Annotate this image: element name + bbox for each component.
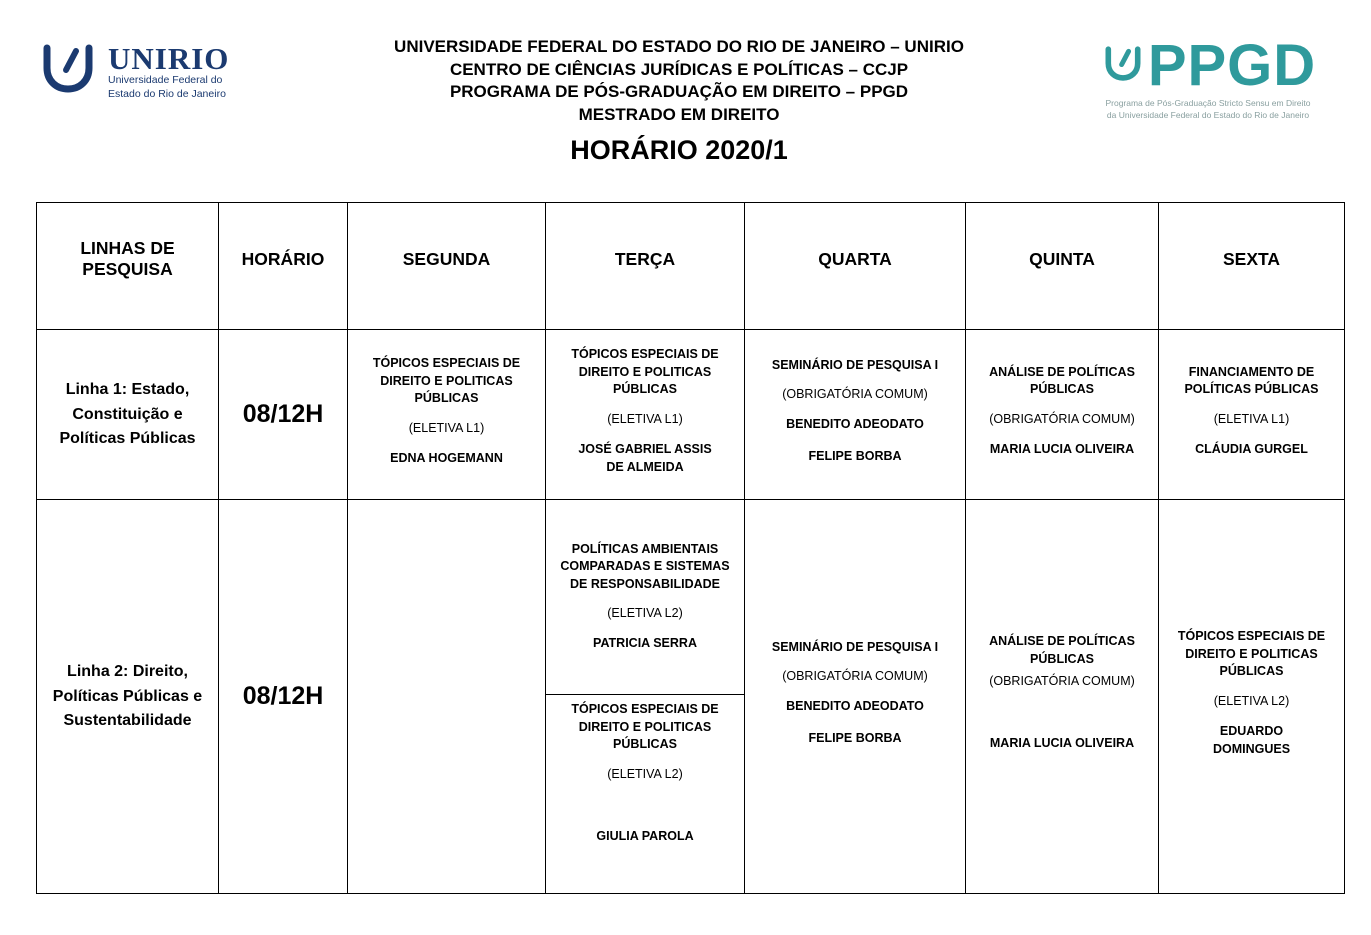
- course-title: TÓPICOS ESPECIAIS DE DIREITO E POLITICAS PÚBLICAS: [1177, 629, 1326, 679]
- professor-name: PATRICIA SERRA: [593, 636, 697, 651]
- unirio-logo: [36, 28, 281, 102]
- col-header-quarta: QUARTA: [745, 203, 966, 330]
- course-title: SEMINÁRIO DE PESQUISA I: [771, 357, 939, 372]
- professor-name: FELIPE BORBA: [808, 731, 902, 746]
- cell-linha2-segunda: [348, 500, 546, 894]
- professor-name: MARIA LUCIA OLIVEIRA: [989, 736, 1135, 751]
- col-header-terca: TERÇA: [546, 203, 745, 330]
- header-titles: [281, 28, 1077, 166]
- cell-linha2-quinta: [966, 500, 1159, 894]
- institution-line-3: PROGRAMA DE PÓS-GRADUAÇÃO EM DIREITO – PPGD: [449, 82, 909, 102]
- course-type: (ELETIVA L1): [1213, 411, 1290, 426]
- professor-name: BENEDITO ADEODATO: [786, 699, 924, 714]
- cell-divider: [546, 694, 744, 695]
- course-type: (OBRIGATÓRIA COMUM): [989, 674, 1135, 689]
- professor-name: MARIA LUCIA OLIVEIRA: [989, 441, 1135, 456]
- ppgd-logo: [1077, 28, 1339, 121]
- course-title: FINANCIAMENTO DE POLÍTICAS PÚBLICAS: [1184, 364, 1319, 397]
- professor-name: BENEDITO ADEODATO: [786, 417, 924, 432]
- course-type: (ELETIVA L2): [607, 606, 683, 621]
- schedule-title: HORÁRIO 2020/1: [570, 135, 788, 166]
- course-type: (OBRIGATÓRIA COMUM): [782, 669, 928, 684]
- schedule-table: [36, 202, 1345, 894]
- cell-linha2-terca: [546, 500, 745, 894]
- course-type: (OBRIGATÓRIA COMUM): [989, 411, 1135, 426]
- course-type: (ELETIVA L2): [607, 766, 683, 781]
- unirio-subtitle-1: Universidade Federal do: [108, 73, 223, 86]
- course-type: (ELETIVA L1): [607, 411, 683, 426]
- professor-name: CLÁUDIA GURGEL: [1195, 441, 1308, 456]
- professor-name: EDNA HOGEMANN: [390, 450, 503, 465]
- ppgd-subtitle: [1077, 98, 1339, 121]
- institution-line-2: CENTRO DE CIÊNCIAS JURÍDICAS E POLÍTICAS – CCJP: [449, 59, 909, 79]
- table-row-linha2: [37, 500, 1345, 894]
- course-title: TÓPICOS ESPECIAIS DE DIREITO E POLITICAS PÚBLICAS: [372, 356, 521, 406]
- professor-name: GIULIA PAROLA: [596, 828, 694, 843]
- table-row-linha1: [37, 330, 1345, 500]
- unirio-wordmark: UNIRIO: [108, 40, 230, 76]
- cell-linha2-quarta: [745, 500, 966, 894]
- cell-linha1-quarta: [745, 330, 966, 500]
- cell-linha1-horario: 08/12H: [219, 330, 348, 500]
- col-header-linhas-de-pesquisa: LINHAS DE PESQUISA: [37, 203, 219, 330]
- ppgd-wordmark: PPGD: [1147, 33, 1317, 98]
- unirio-logo-icon: [36, 42, 100, 102]
- course-title: ANÁLISE DE POLÍTICAS PÚBLICAS: [989, 364, 1135, 397]
- header-row: [37, 203, 1345, 330]
- professor-name: FELIPE BORBA: [808, 449, 902, 464]
- ppgd-logo-icon: [1100, 45, 1146, 87]
- course-title: TÓPICOS ESPECIAIS DE DIREITO E POLITICAS PÚBLICAS: [571, 347, 719, 397]
- professor-name: JOSÉ GABRIEL ASSIS DE ALMEIDA: [578, 441, 712, 474]
- course-title: SEMINÁRIO DE PESQUISA I: [771, 639, 939, 654]
- cell-linha1-segunda: [348, 330, 546, 500]
- course-type: (OBRIGATÓRIA COMUM): [782, 387, 928, 402]
- col-header-sexta: SEXTA: [1159, 203, 1345, 330]
- col-header-horario: HORÁRIO: [219, 203, 348, 330]
- cell-linha1-label: Linha 1: Estado, Constituição e Políticas Públicas: [37, 330, 219, 500]
- cell-linha2-label: Linha 2: Direito, Políticas Públicas e Sustentabilidade: [37, 500, 219, 894]
- document-header: [36, 28, 1339, 166]
- institution-line-4: MESTRADO EM DIREITO: [578, 104, 780, 124]
- professor-name: EDUARDO DOMINGUES: [1212, 723, 1291, 756]
- course-title: TÓPICOS ESPECIAIS DE DIREITO E POLITICAS PÚBLICAS: [571, 702, 719, 752]
- course-type: (ELETIVA L2): [1213, 693, 1290, 708]
- col-header-quinta: QUINTA: [966, 203, 1159, 330]
- ppgd-subtitle-2: da Universidade Federal do Estado do Rio de Janeiro: [1106, 109, 1310, 120]
- ppgd-subtitle-1: Programa de Pós-Graduação Stricto Sensu em Direito: [1105, 98, 1311, 109]
- cell-linha1-quinta: [966, 330, 1159, 500]
- course-title: ANÁLISE DE POLÍTICAS PÚBLICAS: [989, 634, 1135, 666]
- cell-linha1-terca: [546, 330, 745, 500]
- course-title: POLÍTICAS AMBIENTAIS COMPARADAS E SISTEMAS DE RESPONSABILIDADE: [560, 541, 730, 591]
- course-type: (ELETIVA L1): [408, 420, 485, 435]
- cell-linha2-sexta: [1159, 500, 1345, 894]
- ppgd-logo-top: [1077, 33, 1339, 98]
- cell-linha1-sexta: [1159, 330, 1345, 500]
- cell-linha2-horario: 08/12H: [219, 500, 348, 894]
- col-header-segunda: SEGUNDA: [348, 203, 546, 330]
- institution-line-1: UNIVERSIDADE FEDERAL DO ESTADO DO RIO DE JANEIRO – UNIRIO: [394, 37, 964, 56]
- unirio-logo-text: [108, 40, 230, 101]
- unirio-subtitle-2: Estado do Rio de Janeiro: [108, 87, 226, 100]
